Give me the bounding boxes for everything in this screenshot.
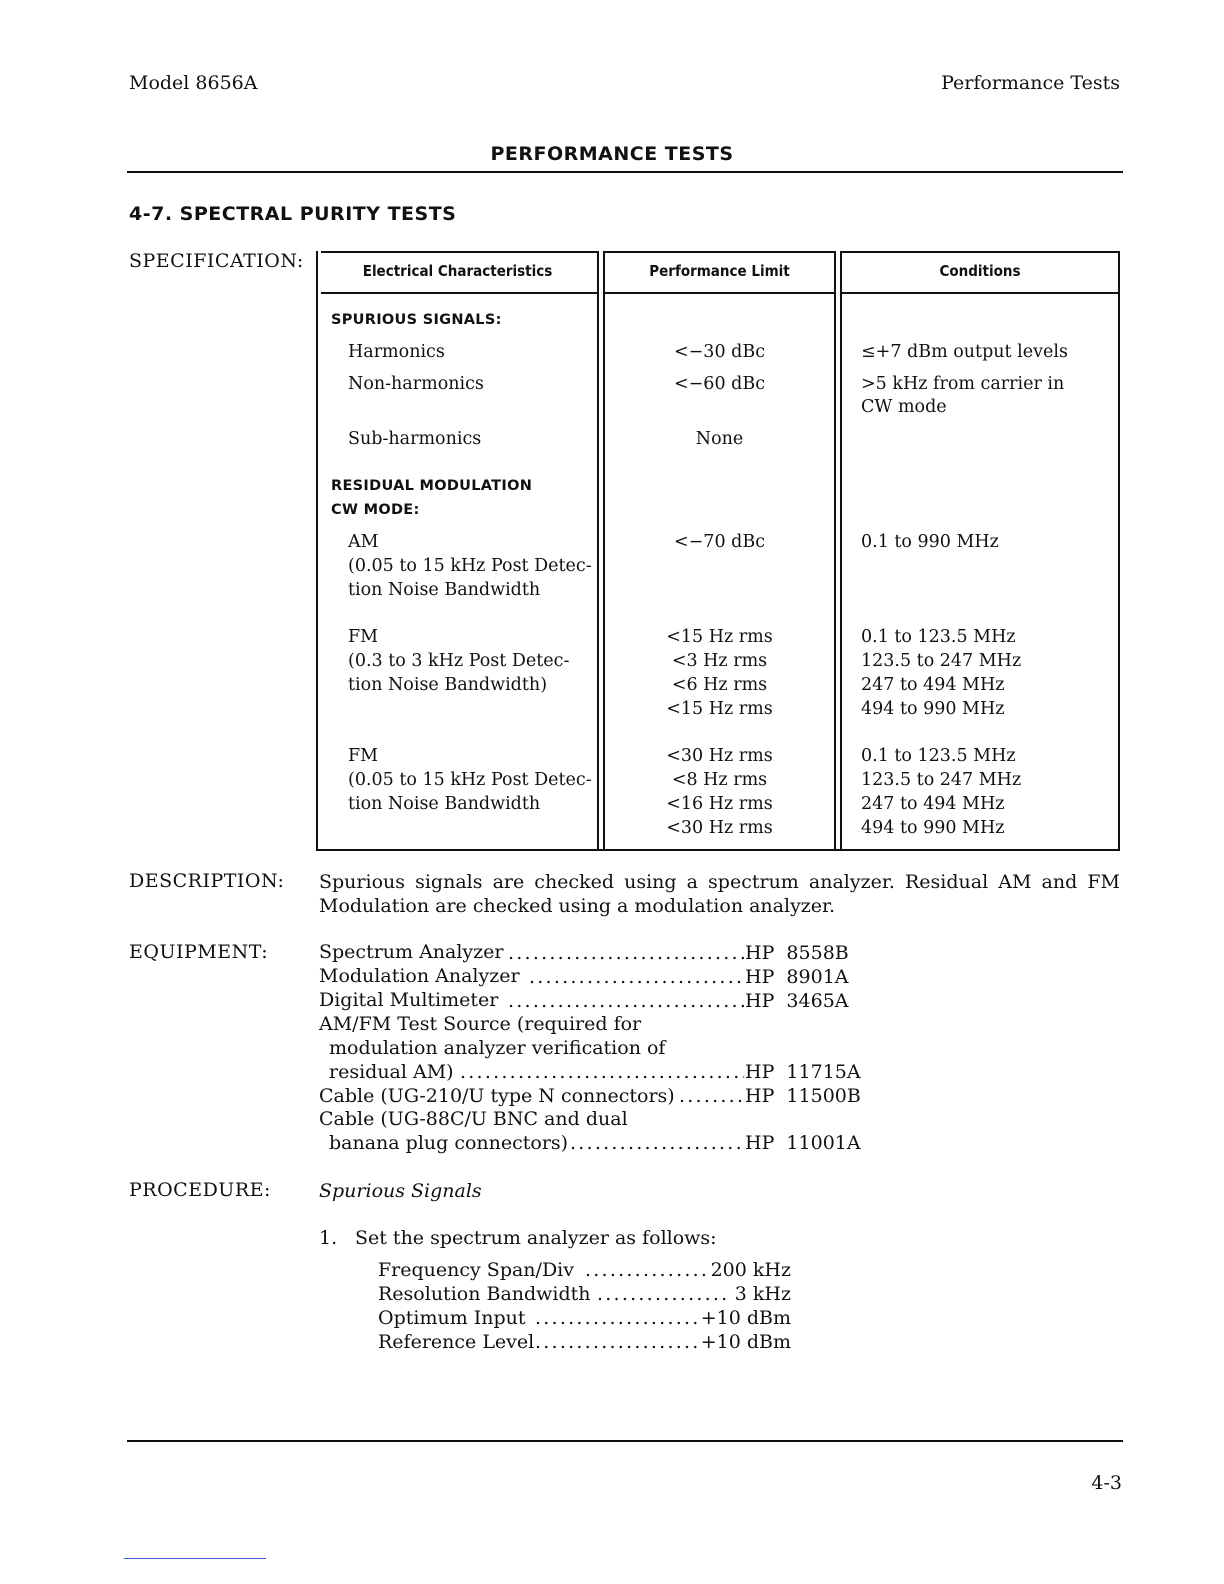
fm1-cond-3: 247 to 494 MHz [861, 675, 1005, 695]
equipment-modulation [319, 965, 520, 987]
setting-value: 200 kHz [710, 1259, 791, 1281]
spurious-heading: SPURIOUS SIGNALS: [331, 312, 502, 328]
equipment-spectrum-dots [508, 941, 744, 965]
fm1-name: FM [348, 627, 379, 647]
top-line-1 [321, 251, 597, 253]
equipment-modulation-model: HP 8901A [745, 966, 849, 988]
setting-value: 3 kHz [734, 1283, 791, 1305]
equipment-dmm-dots [508, 989, 744, 1013]
harmonics-limit: <−30 dBc [673, 342, 766, 362]
fm1-note-1: (0.3 to 3 kHz Post Detec- [348, 651, 570, 671]
blue-link-line [124, 1558, 266, 1559]
label-equipment: EQUIPMENT: [129, 941, 269, 963]
equipment-amfm-line-1: AM/FM Test Source (required for [319, 1013, 642, 1035]
fm2-note-2: tion Noise Bandwidth [348, 794, 541, 814]
fm1-limit-3: <6 Hz rms [671, 675, 768, 695]
header-line-2 [605, 292, 834, 294]
header-section: Performance Tests [941, 72, 1120, 94]
equipment-cable2-dots [570, 1131, 744, 1155]
col-sep-1a [597, 251, 599, 851]
equipment-modulation-dots [529, 965, 744, 989]
th-conditions: Conditions [939, 262, 1021, 280]
setting-name: Optimum Input [378, 1307, 526, 1329]
fm1-limit-1: <15 Hz rms [666, 627, 773, 647]
equipment-amfm-model: HP 11715A [745, 1061, 861, 1083]
setting-name: Reference Level [378, 1331, 535, 1353]
equipment-spectrum-name: Spectrum Analyzer [319, 941, 504, 963]
setting-value: +10 dBm [700, 1331, 791, 1353]
equipment-modulation-name: Modulation Analyzer [319, 965, 520, 987]
top-line-2 [605, 251, 834, 253]
bottom-line [316, 849, 1120, 851]
footer-rule [127, 1440, 1123, 1442]
page-number: 4-3 [1091, 1472, 1122, 1494]
header-model: Model 8656A [129, 72, 258, 94]
step-1-number: 1. [319, 1227, 338, 1249]
am-limit: <−70 dBc [673, 532, 766, 552]
step-1-text: Set the spectrum analyzer as follows: [355, 1227, 717, 1249]
fm2-name: FM [348, 746, 379, 766]
header-line-3 [842, 292, 1118, 294]
equipment-cable1-model: HP 11500B [745, 1085, 861, 1107]
th-electrical: Electrical Characteristics [362, 262, 553, 280]
setting-value: +10 dBm [700, 1307, 791, 1329]
fm2-limit-1: <30 Hz rms [666, 746, 773, 766]
description-line-2: Modulation are checked using a modulation analyzer. [319, 895, 836, 917]
label-specification: SPECIFICATION: [129, 250, 304, 272]
subharmonics-name: Sub-harmonics [348, 429, 482, 449]
fm2-cond-4: 494 to 990 MHz [861, 818, 1005, 838]
residual-heading-1: RESIDUAL MODULATION [331, 478, 533, 494]
fm1-limit-4: <15 Hz rms [666, 699, 773, 719]
nonharmonics-cond-1: >5 kHz from carrier in [861, 374, 1065, 394]
top-line-3 [842, 251, 1118, 253]
nonharmonics-name: Non-harmonics [348, 374, 484, 394]
am-note-1: (0.05 to 15 kHz Post Detec- [348, 556, 592, 576]
equipment-spectrum-model: HP 8558B [745, 942, 849, 964]
fm2-note-1: (0.05 to 15 kHz Post Detec- [348, 770, 592, 790]
label-procedure: PROCEDURE: [129, 1179, 271, 1201]
equipment-amfm-dots [460, 1060, 744, 1084]
col-sep-2b [840, 251, 842, 851]
setting-name: Resolution Bandwidth [378, 1283, 591, 1305]
equipment-amfm-line-2: modulation analyzer verification of [329, 1037, 666, 1059]
residual-heading-2: CW MODE: [331, 502, 420, 518]
nonharmonics-limit: <−60 dBc [673, 374, 766, 394]
table-border-left [316, 251, 318, 851]
equipment-cable1-dots [679, 1084, 744, 1108]
section-title: 4-7. SPECTRAL PURITY TESTS [129, 203, 457, 225]
label-description: DESCRIPTION: [129, 870, 285, 892]
equipment-cable1-name: Cable (UG-210/U type N connectors) [319, 1085, 675, 1107]
setting-name: Frequency Span/Div [378, 1259, 574, 1281]
nonharmonics-cond-2: CW mode [861, 397, 947, 417]
description-line-1: Spurious signals are checked using a spectrum analyzer. Residual AM and FM [319, 871, 1120, 893]
subharmonics-limit: None [695, 429, 744, 449]
equipment-cable2-name: banana plug connectors) [329, 1132, 569, 1154]
table-border-right [1118, 251, 1120, 851]
th-limit: Performance Limit [649, 262, 790, 280]
am-cond: 0.1 to 990 MHz [861, 532, 999, 552]
equipment-amfm-name: residual AM) [329, 1061, 454, 1083]
fm1-cond-4: 494 to 990 MHz [861, 699, 1005, 719]
harmonics-cond: ≤+7 dBm output levels [861, 342, 1068, 362]
page-title: PERFORMANCE TESTS [490, 143, 734, 165]
equipment-spectrum [319, 941, 504, 963]
equipment-cable2-model: HP 11001A [745, 1132, 861, 1154]
equipment-dmm-name: Digital Multimeter [319, 989, 499, 1011]
fm2-cond-1: 0.1 to 123.5 MHz [861, 746, 1016, 766]
fm1-note-2: tion Noise Bandwidth) [348, 675, 548, 695]
fm2-limit-3: <16 Hz rms [666, 794, 773, 814]
procedure-subtitle: Spurious Signals [319, 1180, 482, 1202]
fm1-cond-1: 0.1 to 123.5 MHz [861, 627, 1016, 647]
fm2-limit-4: <30 Hz rms [666, 818, 773, 838]
fm2-cond-2: 123.5 to 247 MHz [861, 770, 1022, 790]
equipment-dmm-model: HP 3465A [745, 990, 849, 1012]
col-sep-2a [834, 251, 836, 851]
fm1-limit-2: <3 Hz rms [671, 651, 768, 671]
equipment-cable2-line-1: Cable (UG-88C/U BNC and dual [319, 1108, 628, 1130]
fm1-cond-2: 123.5 to 247 MHz [861, 651, 1022, 671]
header-line-1 [321, 292, 597, 294]
am-name: AM [348, 532, 379, 552]
am-note-2: tion Noise Bandwidth [348, 580, 541, 600]
title-rule [127, 171, 1123, 173]
harmonics-name: Harmonics [348, 342, 445, 362]
fm2-cond-3: 247 to 494 MHz [861, 794, 1005, 814]
fm2-limit-2: <8 Hz rms [671, 770, 768, 790]
equipment-dmm [319, 989, 498, 1011]
